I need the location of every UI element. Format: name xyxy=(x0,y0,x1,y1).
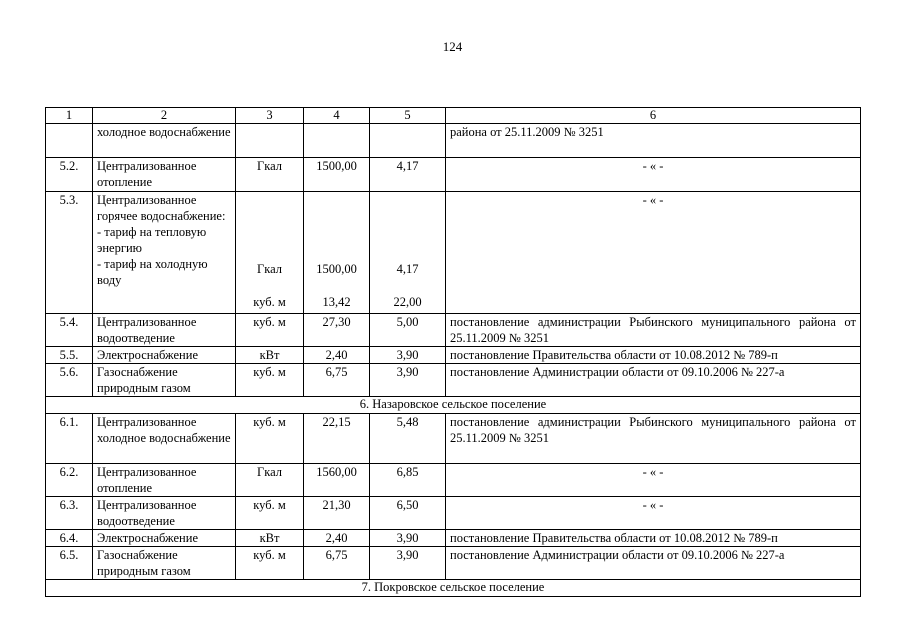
unit xyxy=(236,192,304,314)
service-sub-label: - тариф на тепловую энергию xyxy=(97,225,207,255)
tariff-value-col4: 1500,00 xyxy=(304,158,370,192)
tariff-value-col4: 6,75 xyxy=(304,364,370,397)
tariff-value-col4: 2,40 xyxy=(304,530,370,547)
service-name: Газоснабжение природным газом xyxy=(93,364,236,397)
tariff-value-col4: 6,75 xyxy=(304,547,370,580)
service-name: Электроснабжение xyxy=(93,347,236,364)
unit-value: куб. м xyxy=(253,295,286,309)
table-row xyxy=(46,158,861,192)
service-name: Централизованное водоотведение xyxy=(93,314,236,347)
legal-basis: - « - xyxy=(446,192,861,314)
tariff-value-col5: 6,85 xyxy=(370,464,446,497)
unit: куб. м xyxy=(236,497,304,530)
column-header: 2 xyxy=(93,108,236,124)
legal-basis: района от 25.11.2009 № 3251 xyxy=(446,124,861,158)
service-name: Газоснабжение природным газом xyxy=(93,547,236,580)
unit: кВт xyxy=(236,347,304,364)
table-row xyxy=(46,314,861,347)
tariff-value-col5 xyxy=(370,124,446,158)
section-title: 6. Назаровское сельское поселение xyxy=(46,397,861,414)
service-name xyxy=(93,192,236,314)
unit: Гкал xyxy=(236,464,304,497)
row-number: 5.2. xyxy=(46,158,93,192)
legal-basis: постановление администрации Рыбинского муниципального района от 25.11.2009 № 3251 xyxy=(446,314,861,347)
tariff-value-col5: 5,00 xyxy=(370,314,446,347)
column-header: 5 xyxy=(370,108,446,124)
legal-basis: - « - xyxy=(446,464,861,497)
tariff-value-col4: 1560,00 xyxy=(304,464,370,497)
table-row xyxy=(46,192,861,314)
tariff-value-col5: 5,48 xyxy=(370,414,446,464)
row-number: 6.4. xyxy=(46,530,93,547)
legal-basis: - « - xyxy=(446,158,861,192)
legal-basis: - « - xyxy=(446,497,861,530)
table-row xyxy=(46,414,861,464)
service-sub-label: - тариф на холодную воду xyxy=(97,257,208,287)
unit: куб. м xyxy=(236,314,304,347)
tariff-value-col4 xyxy=(304,192,370,314)
tariff-value-col4: 22,15 xyxy=(304,414,370,464)
legal-basis: постановление администрации Рыбинского муниципального района от 25.11.2009 № 3251 xyxy=(446,414,861,464)
service-name: Централизованное отопление xyxy=(93,464,236,497)
tariff-table xyxy=(45,107,861,597)
legal-basis: постановление Администрации области от 09.10.2006 № 227-а xyxy=(446,364,861,397)
section-header-row xyxy=(46,580,861,597)
tariff-value-col5: 4,17 xyxy=(370,158,446,192)
table-row xyxy=(46,124,861,158)
tariff-value: 22,00 xyxy=(393,295,422,309)
column-header: 3 xyxy=(236,108,304,124)
unit: куб. м xyxy=(236,414,304,464)
column-number-header-row xyxy=(46,108,861,124)
row-number: 5.5. xyxy=(46,347,93,364)
unit xyxy=(236,124,304,158)
unit: Гкал xyxy=(236,158,304,192)
tariff-value-col5: 3,90 xyxy=(370,364,446,397)
column-header: 6 xyxy=(446,108,861,124)
unit: кВт xyxy=(236,530,304,547)
table-row xyxy=(46,497,861,530)
column-header: 1 xyxy=(46,108,93,124)
legal-basis: постановление Правительства области от 10.08.2012 № 789-п xyxy=(446,347,861,364)
tariff-value-col4: 27,30 xyxy=(304,314,370,347)
tariff-value: 13,42 xyxy=(322,295,351,309)
service-name: Централизованное холодное водоснабжение xyxy=(93,414,236,464)
service-name: Электроснабжение xyxy=(93,530,236,547)
legal-basis: постановление Правительства области от 10.08.2012 № 789-п xyxy=(446,530,861,547)
row-number: 5.4. xyxy=(46,314,93,347)
service-main-label: Централизованное горячее водоснабжение: xyxy=(97,193,226,223)
unit-value: Гкал xyxy=(256,262,282,276)
service-name: холодное водоснабжение xyxy=(93,124,236,158)
column-header: 4 xyxy=(304,108,370,124)
table-row xyxy=(46,547,861,580)
service-name: Централизованное отопление xyxy=(93,158,236,192)
row-number: 5.3. xyxy=(46,192,93,314)
legal-basis: постановление Администрации области от 09.10.2006 № 227-а xyxy=(446,547,861,580)
tariff-value-col4: 21,30 xyxy=(304,497,370,530)
section-header-row xyxy=(46,397,861,414)
tariff-value-col5: 3,90 xyxy=(370,347,446,364)
service-name: Централизованное водоотведение xyxy=(93,497,236,530)
row-number: 6.2. xyxy=(46,464,93,497)
unit: куб. м xyxy=(236,364,304,397)
row-number xyxy=(46,124,93,158)
tariff-value-col5: 6,50 xyxy=(370,497,446,530)
page-number: 124 xyxy=(442,39,463,54)
table-row xyxy=(46,347,861,364)
unit: куб. м xyxy=(236,547,304,580)
row-number: 6.5. xyxy=(46,547,93,580)
tariff-value-col5: 3,90 xyxy=(370,547,446,580)
row-number: 6.1. xyxy=(46,414,93,464)
tariff-value-col4 xyxy=(304,124,370,158)
table-row xyxy=(46,464,861,497)
row-number: 5.6. xyxy=(46,364,93,397)
tariff-value-col5 xyxy=(370,192,446,314)
row-number: 6.3. xyxy=(46,497,93,530)
tariff-value-col5: 3,90 xyxy=(370,530,446,547)
table-row xyxy=(46,530,861,547)
section-title: 7. Покровское сельское поселение xyxy=(46,580,861,597)
table-row xyxy=(46,364,861,397)
tariff-value: 4,17 xyxy=(396,262,419,276)
tariff-value-col4: 2,40 xyxy=(304,347,370,364)
tariff-value: 1500,00 xyxy=(316,262,357,276)
